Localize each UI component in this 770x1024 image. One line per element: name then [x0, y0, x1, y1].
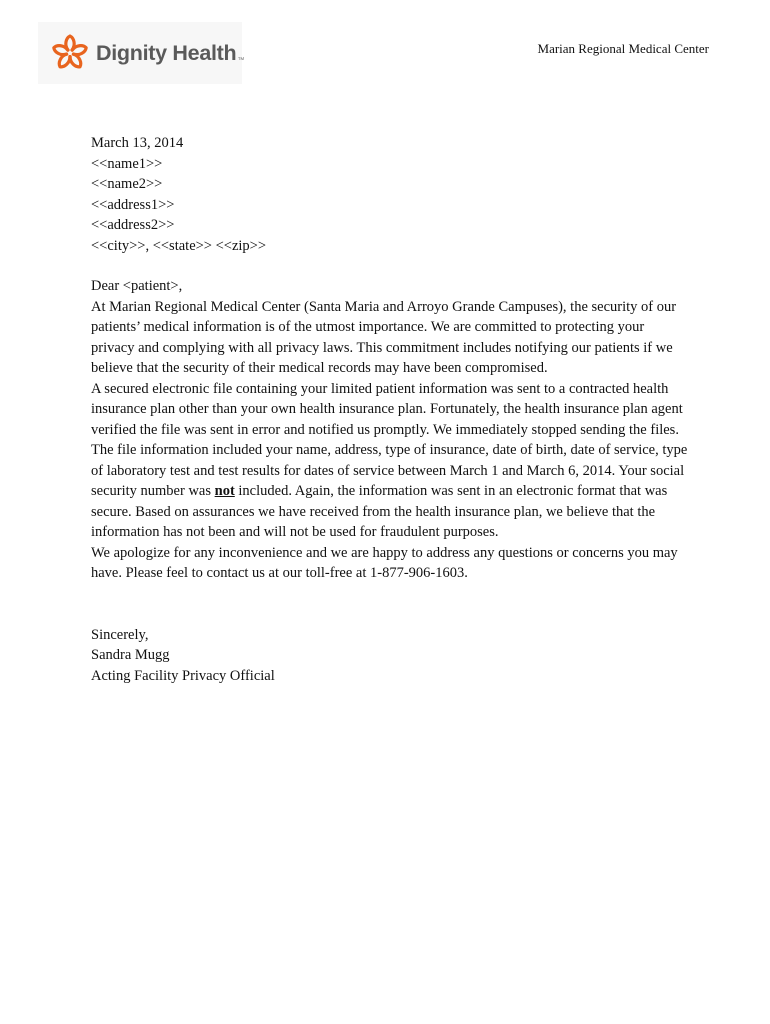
logo-trademark: ™: [237, 57, 245, 64]
facility-name: Marian Regional Medical Center: [537, 41, 709, 56]
paragraph-incident-details: [91, 379, 691, 543]
address-line: <<name2>>: [91, 176, 163, 192]
signer-name: Sandra Mugg: [91, 647, 170, 663]
salutation: Dear <patient>,: [91, 278, 183, 294]
paragraph-apology-contact: We apologize for any inconvenience and we are happy to address any questions or concerns you may have. Please feel to contact us at our toll-free at 1-877-906-1603.: [91, 544, 678, 581]
paragraph-text: A secured electronic file containing your limited patient information was sent to a contracted health insurance plan other than your own health insurance plan. Fortunately, the health insurance plan agent verified the file was sent in error and notified us promptly. We immediately stopped sending the files. The file information included your name, address, type of insurance, date of birth, date of service, type of laboratory test and test results for dates of service between March 1 and March 6, 2014. Your social security number was: [91, 380, 688, 499]
address-line: <<city>>, <<state>> <<zip>>: [91, 237, 267, 254]
paragraph-privacy-commitment: At Marian Regional Medical Center (Santa Maria and Arroyo Grande Campuses), the security of our patients’ medical information is of the utmost importance. We are committed to protecting your privacy and complying with all privacy laws. This commitment includes notifying our patients if we believe that the security of their medical records may have been compromised.: [91, 298, 677, 376]
letter-date: March 13, 2014: [91, 135, 184, 151]
emphasis-not: not: [214, 483, 235, 499]
address-line: <<address1>>: [91, 196, 175, 213]
dignity-health-logo: [38, 22, 245, 84]
dignity-health-star-icon: [50, 33, 90, 73]
address-block: [91, 154, 691, 257]
address-line: <<address2>>: [91, 217, 175, 233]
signer-title: Acting Facility Privacy Official: [91, 667, 275, 684]
paragraph-text: included. Again, the information was sent in an electronic format that was secure. Based on assurances we have received from the health insurance plan, we believe that the information has not been and will not be used for fraudulent purposes.: [91, 483, 668, 540]
closing: Sincerely,: [91, 626, 149, 643]
address-line: <<name1>>: [91, 155, 163, 172]
letter-body: [91, 133, 691, 686]
logo-wordmark: Dignity Health: [96, 40, 237, 65]
